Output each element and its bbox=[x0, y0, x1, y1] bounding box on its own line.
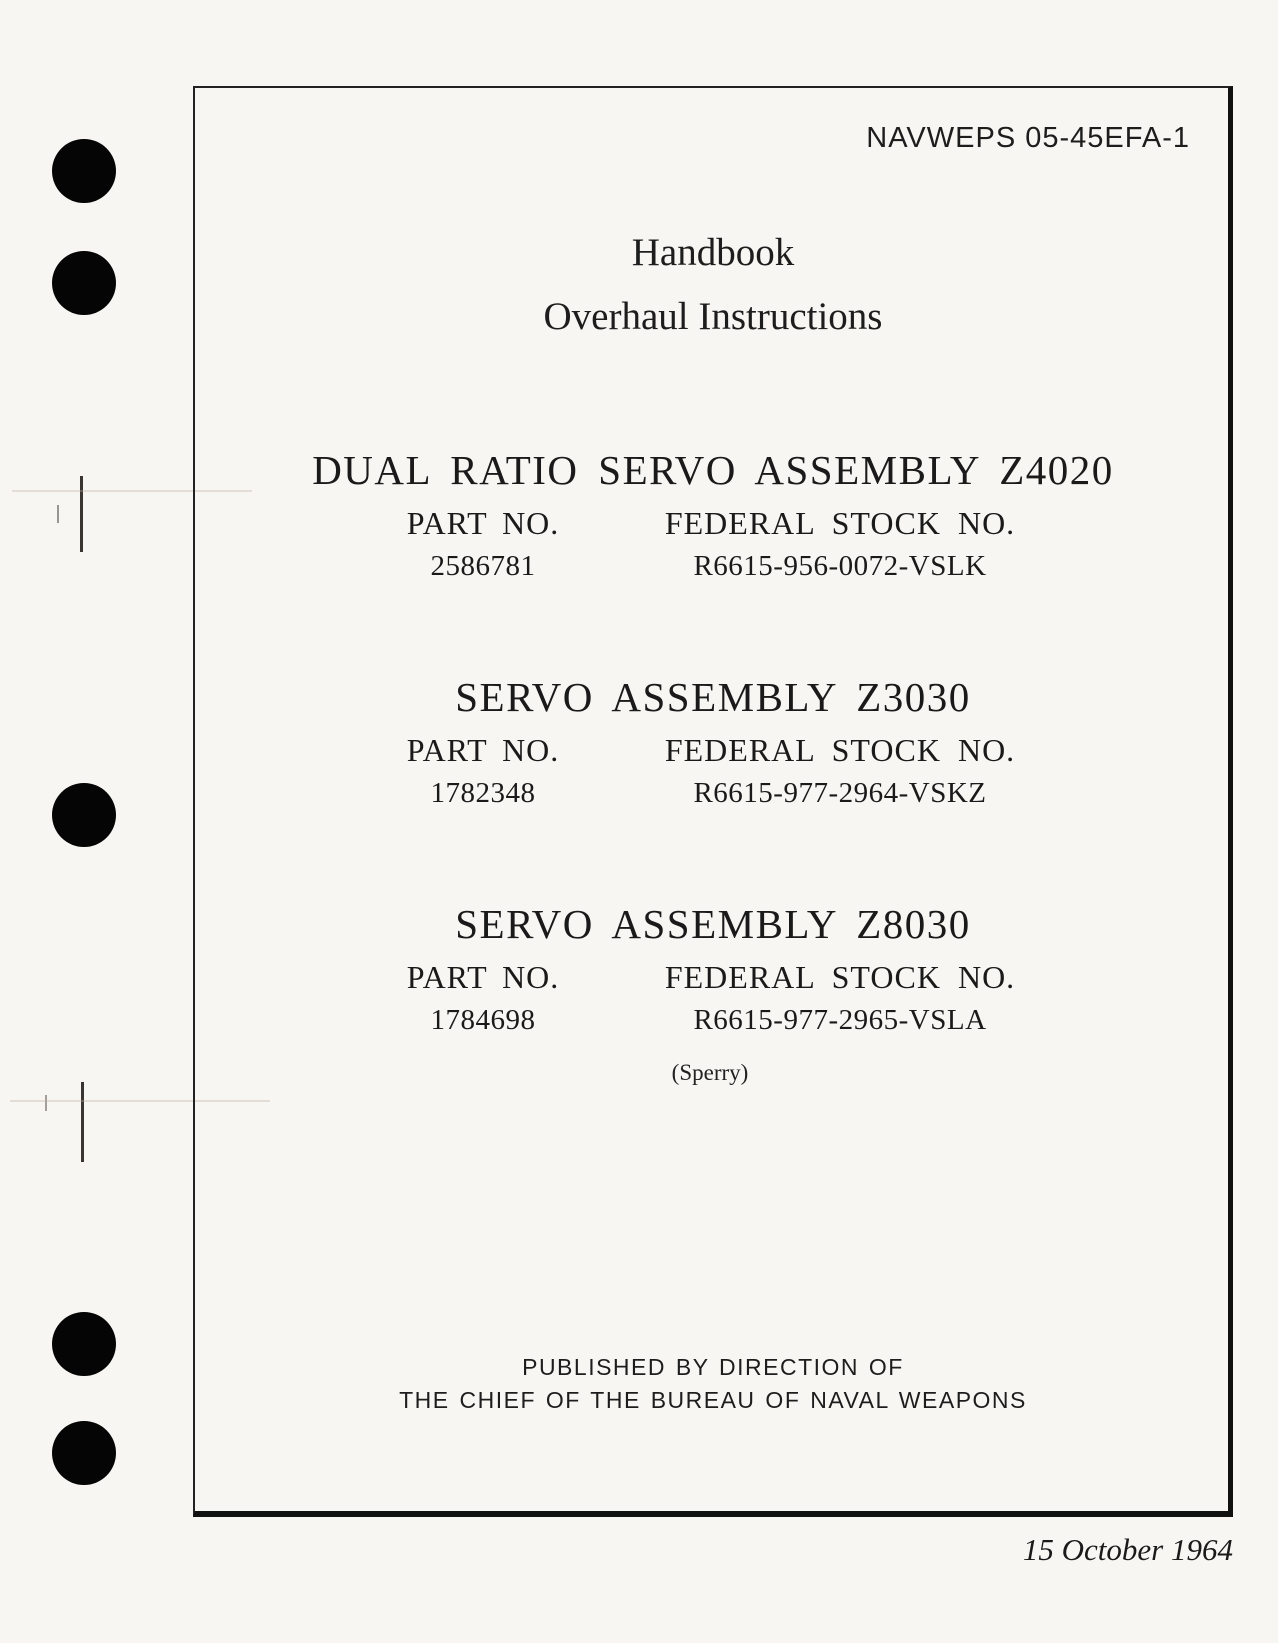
punch-hole bbox=[52, 1421, 116, 1485]
document-number: NAVWEPS 05-45EFA-1 bbox=[866, 122, 1190, 154]
publisher-line-2: THE CHIEF OF THE BUREAU OF NAVAL WEAPONS bbox=[399, 1387, 1027, 1413]
punch-hole bbox=[52, 139, 116, 203]
scan-mark bbox=[57, 505, 59, 523]
stock-no-label: FEDERAL STOCK NO. bbox=[664, 959, 1016, 995]
punch-hole bbox=[52, 783, 116, 847]
assembly-title: DUAL RATIO SERVO ASSEMBLY Z4020 bbox=[312, 447, 1114, 493]
overhaul-title: Overhaul Instructions bbox=[543, 295, 883, 338]
publication-date: 15 October 1964 bbox=[1022, 1532, 1233, 1567]
stock-no-label: FEDERAL STOCK NO. bbox=[664, 732, 1016, 768]
part-no-value: 1782348 bbox=[430, 777, 536, 809]
stock-no-value: R6615-977-2965-VSLA bbox=[693, 1004, 987, 1036]
assembly-title: SERVO ASSEMBLY Z3030 bbox=[455, 674, 971, 720]
scan-mark bbox=[81, 1082, 84, 1162]
part-no-label: PART NO. bbox=[406, 505, 560, 541]
assembly-title: SERVO ASSEMBLY Z8030 bbox=[455, 901, 971, 947]
part-no-label: PART NO. bbox=[406, 732, 560, 768]
part-no-value: 1784698 bbox=[430, 1004, 536, 1036]
manufacturer-label: (Sperry) bbox=[671, 1060, 749, 1085]
stock-no-value: R6615-956-0072-VSLK bbox=[693, 550, 987, 582]
stock-no-value: R6615-977-2964-VSKZ bbox=[693, 777, 987, 809]
part-no-label: PART NO. bbox=[406, 959, 560, 995]
punch-hole bbox=[52, 251, 116, 315]
publisher-line-1: PUBLISHED BY DIRECTION OF bbox=[522, 1354, 904, 1380]
scan-mark bbox=[45, 1095, 47, 1111]
scan-mark bbox=[80, 476, 83, 552]
handbook-title: Handbook bbox=[631, 231, 795, 274]
stock-no-label: FEDERAL STOCK NO. bbox=[664, 505, 1016, 541]
part-no-value: 2586781 bbox=[430, 550, 536, 582]
punch-hole bbox=[52, 1312, 116, 1376]
